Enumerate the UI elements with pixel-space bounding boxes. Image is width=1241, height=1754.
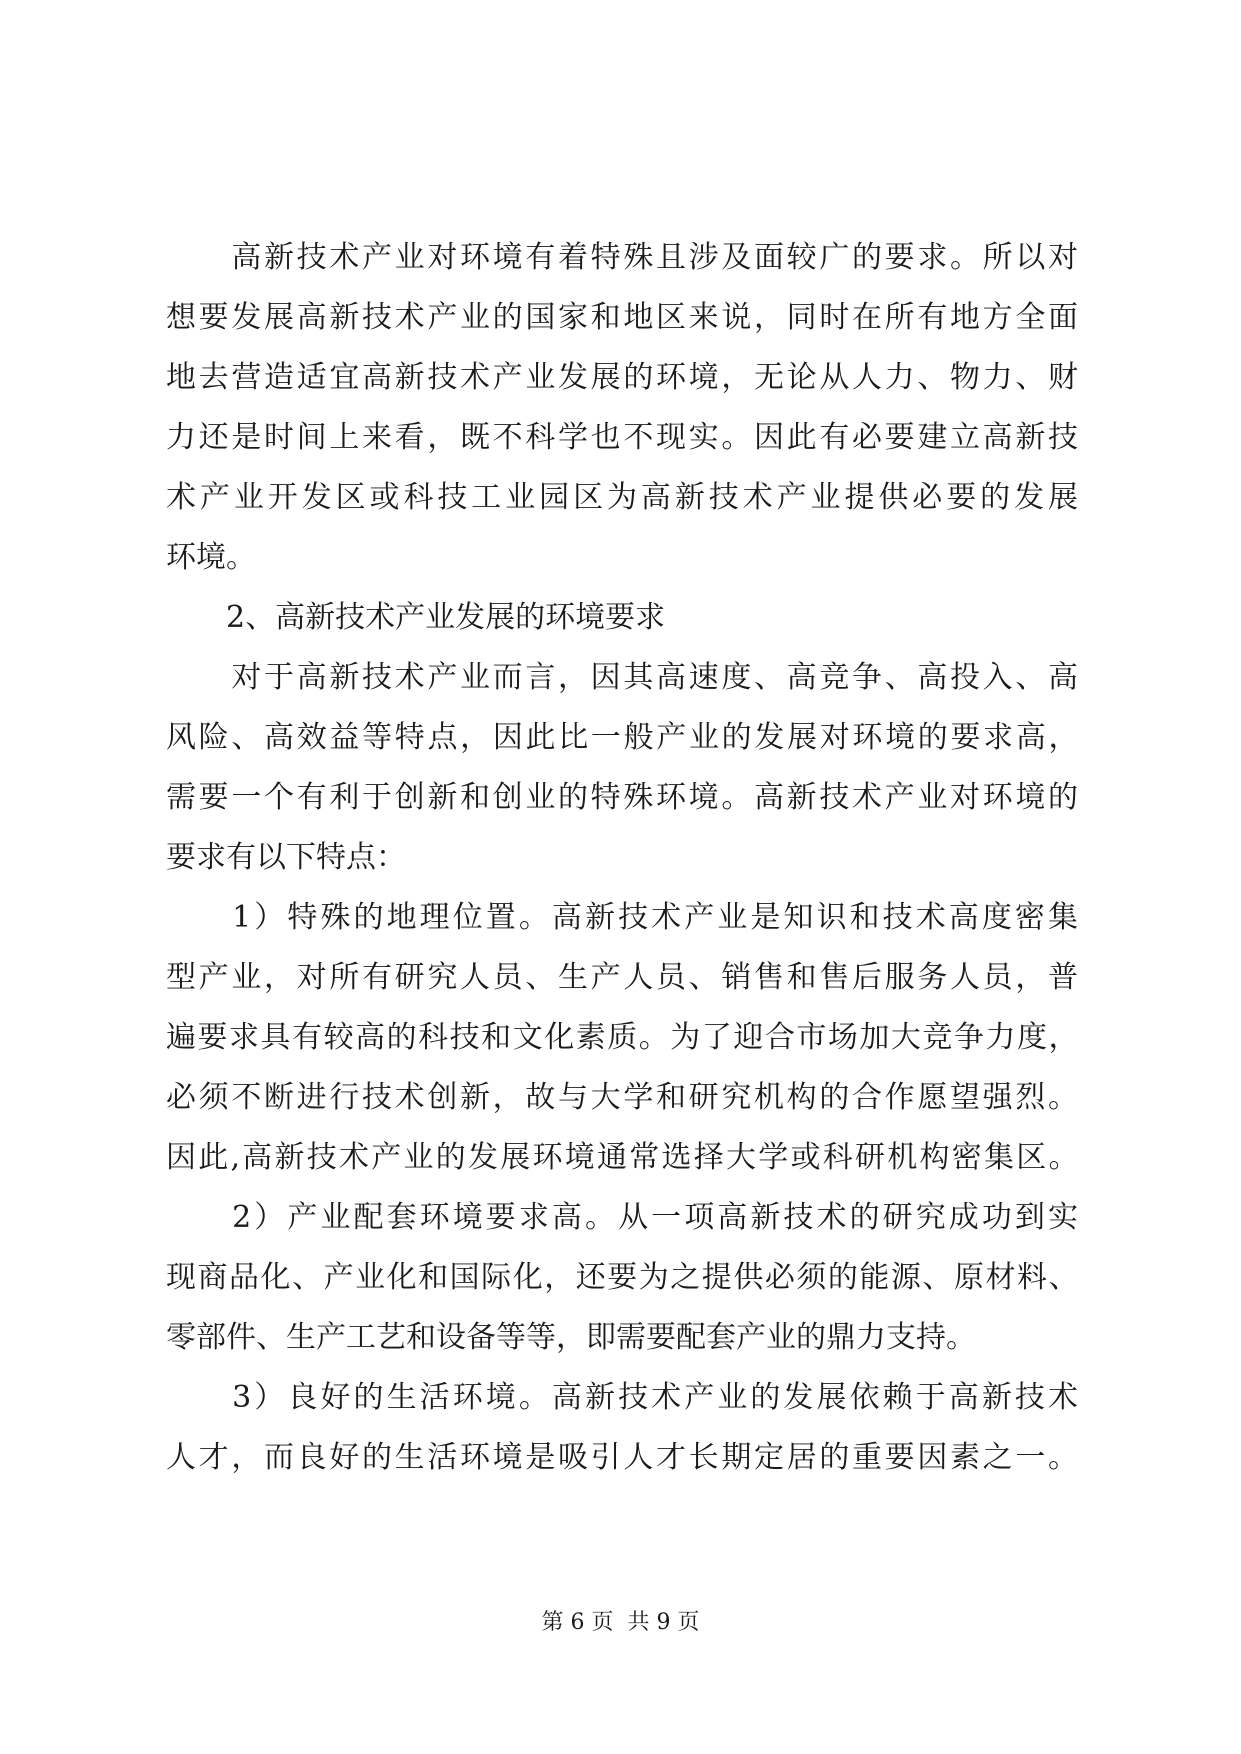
text-line: 3）良好的生活环境。高新技术产业的发展依赖于高新技术 [166,1380,1078,1415]
page-number: 第 6 页 共 9 页 [541,1610,700,1635]
section-heading: 2、高新技术产业发展的环境要求 [226,600,666,635]
page-footer [0,1608,1241,1638]
text-line: 高新技术产业对环境有着特殊且涉及面较广的要求。所以对 [166,240,1078,275]
text-line: 现商品化、产业化和国际化，还要为之提供必须的能源、原材料、 [166,1260,1078,1295]
text-line: 必须不断进行技术创新，故与大学和研究机构的合作愿望强烈。 [166,1080,1078,1115]
text-line: 人才，而良好的生活环境是吸引人才长期定居的重要因素之一。 [166,1440,1078,1475]
text-line: 环境。 [166,540,256,575]
text-line: 2）产业配套环境要求高。从一项高新技术的研究成功到实 [166,1200,1078,1235]
text-line: 1）特殊的地理位置。高新技术产业是知识和技术高度密集 [166,900,1078,935]
body-text [166,228,1078,1488]
text-line: 因此,高新技术产业的发展环境通常选择大学或科研机构密集区。 [166,1140,1078,1175]
text-line: 风险、高效益等特点，因此比一般产业的发展对环境的要求高， [166,720,1078,755]
text-line: 术产业开发区或科技工业园区为高新技术产业提供必要的发展 [166,480,1078,515]
text-line: 地去营造适宜高新技术产业发展的环境，无论从人力、物力、财 [166,360,1078,395]
text-line: 要求有以下特点： [166,840,406,875]
text-line: 对于高新技术产业而言，因其高速度、高竞争、高投入、高 [166,660,1078,695]
text-line: 零部件、生产工艺和设备等等，即需要配套产业的鼎力支持。 [166,1320,976,1355]
text-line: 需要一个有利于创新和创业的特殊环境。高新技术产业对环境的 [166,780,1078,815]
text-line: 力还是时间上来看，既不科学也不现实。因此有必要建立高新技 [166,420,1078,455]
text-line: 遍要求具有较高的科技和文化素质。为了迎合市场加大竞争力度， [166,1020,1078,1055]
text-line: 型产业，对所有研究人员、生产人员、销售和售后服务人员，普 [166,960,1078,995]
text-line: 想要发展高新技术产业的国家和地区来说，同时在所有地方全面 [166,300,1078,335]
